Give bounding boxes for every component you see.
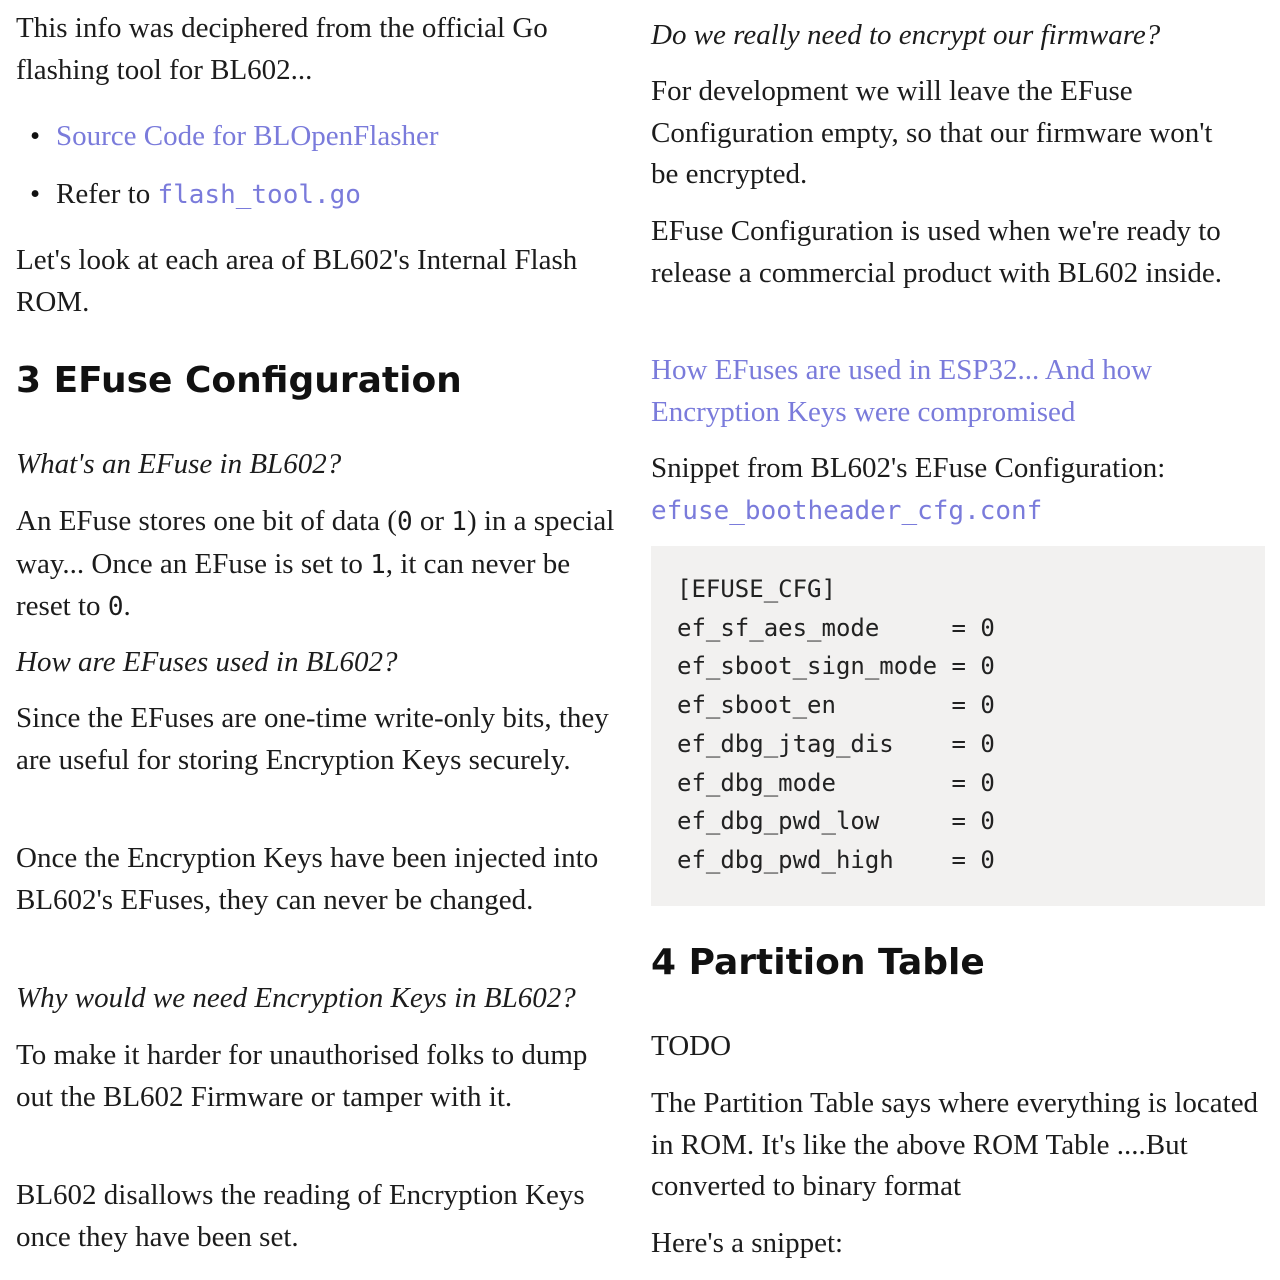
list-item <box>16 174 626 217</box>
question-how-used: How are EFuses used in BL602? <box>16 646 398 678</box>
todo-text: TODO <box>651 1030 732 1062</box>
esp32-efuse-link[interactable]: How EFuses are used in ESP32... And how Encryption Keys were compromised <box>651 354 1153 428</box>
partition-table-paragraph: The Partition Table says where everything is located in ROM. It's like the above ROM Table ....But converted to binary format <box>651 1087 1259 1202</box>
development-paragraph: For development we will leave the EFuse Configuration empty, so that our firmware won't be encrypted. <box>651 75 1213 190</box>
refer-to-text: Refer to <box>56 177 158 210</box>
efuse-config-code-block: [EFUSE_CFG] ef_sf_aes_mode = 0 ef_sboot_sign_mode = 0 ef_sboot_en = 0 ef_dbg_jtag_dis = 0 ef_dbg_mode = 0 ef_dbg_pwd_low = 0 ef_dbg_pwd_high = 0 <box>651 546 1265 906</box>
esp32-paragraph <box>651 350 1231 433</box>
heres-snippet-text: Here's a snippet: <box>651 1227 844 1259</box>
intro-paragraph: This info was deciphered from the official Go flashing tool for BL602... <box>16 12 548 86</box>
efuse-definition: An EFuse stores one bit of data (0 or 1) in a special way... Once an EFuse is set to 1, it can never be reset to 0. <box>16 505 615 622</box>
section-3-heading: 3 EFuse Configuration <box>16 360 462 401</box>
commercial-paragraph: EFuse Configuration is used when we're ready to release a commercial product with BL602 inside. <box>651 215 1222 289</box>
usage-paragraph: Since the EFuses are one-time write-only bits, they are useful for storing Encryption Keys securely. <box>16 702 609 776</box>
question-why-keys: Why would we need Encryption Keys in BL602? <box>16 982 576 1014</box>
question-what-is-efuse: What's an EFuse in BL602? <box>16 448 342 480</box>
blopenflasher-link[interactable]: Source Code for BLOpenFlasher <box>56 120 439 152</box>
reason-paragraph: To make it harder for unauthorised folks to dump out the BL602 Firmware or tamper with it. <box>16 1039 588 1113</box>
link-list <box>16 116 626 216</box>
disallow-paragraph: BL602 disallows the reading of Encryption Keys once they have been set. <box>16 1179 585 1253</box>
list-item <box>16 116 626 158</box>
flash-tool-link[interactable]: flash_tool.go <box>157 179 361 210</box>
look-paragraph: Let's look at each area of BL602's Internal Flash ROM. <box>16 244 578 318</box>
question-encrypt: Do we really need to encrypt our firmware? <box>651 19 1161 51</box>
section-4-heading: 4 Partition Table <box>651 942 985 983</box>
efuse-config-file-link[interactable]: efuse_bootheader_cfg.conf <box>651 495 1043 526</box>
snippet-intro: Snippet from BL602's EFuse Configuration: efuse_bootheader_cfg.conf <box>651 452 1166 526</box>
injected-paragraph: Once the Encryption Keys have been injected into BL602's EFuses, they can never be changed. <box>16 842 599 916</box>
